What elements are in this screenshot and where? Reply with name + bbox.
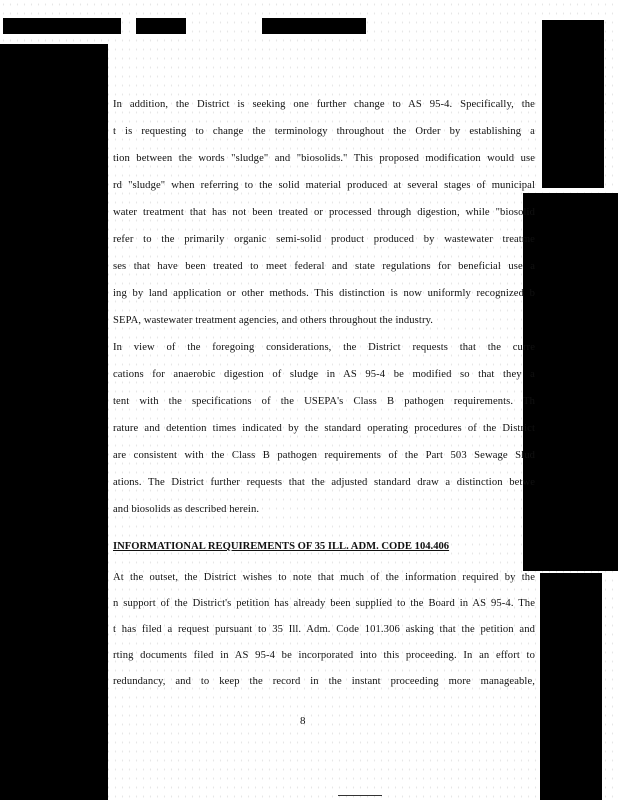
redaction-bar-top-3 (262, 18, 366, 34)
paragraph-1-line-2: t is requesting to change the terminology throughout the Order by establishing a (113, 126, 535, 137)
paragraph-3-line-5: redundancy, and to keep the record in the instant proceeding more manageable, (113, 676, 535, 687)
paragraph-1-line-7: ses that have been treated to meet federal and state regulations for beneficial use a (113, 261, 535, 272)
paragraph-3-line-1: At the outset, the District wishes to note that much of the information required by the (113, 572, 535, 583)
paragraph-1-line-1: In addition, the District is seeking one further change to AS 95-4. Specifically, the (113, 99, 535, 110)
section-heading: INFORMATIONAL REQUIREMENTS OF 35 ILL. ADM. CODE 104.406 (113, 541, 450, 552)
redaction-bar-right-top (542, 20, 604, 188)
paragraph-1-line-8: ing by land application or other methods. This distinction is now uniformly recognized b (113, 288, 535, 299)
paragraph-1-line-5: water treatment that has not been treated or processed through digestion, while "biosolid (113, 207, 535, 218)
page-number: 8 (300, 715, 306, 727)
paragraph-3-line-2: n support of the District's petition has already been supplied to the Board in AS 95-4. The (113, 598, 535, 609)
paragraph-2-line-6: ations. The District further requests that the adjusted standard draw a distinction betwe (113, 477, 535, 488)
paragraph-3-line-4: rting documents filed in AS 95-4 be incorporated into this proceeding. In an effort to (113, 650, 535, 661)
redaction-bar-left-margin (0, 44, 108, 800)
footer-rule (338, 795, 382, 796)
paragraph-1-line-6: refer to the primarily organic semi-solid product produced by wastewater treatme (113, 234, 535, 245)
redaction-bar-right-middle (523, 193, 618, 571)
redaction-bar-right-bottom (540, 573, 602, 800)
paragraph-2-line-4: rature and detention times indicated by the standard operating procedures of the District (113, 423, 535, 434)
paragraph-1-line-9: SEPA, wastewater treatment agencies, and others throughout the industry. (113, 315, 434, 326)
paragraph-1-line-3: tion between the words "sludge" and "biosolids." This proposed modification would use (113, 153, 535, 164)
paragraph-2-line-5: are consistent with the Class B pathogen requirements of the Part 503 Sewage Slud (113, 450, 535, 461)
paragraph-3-line-3: t has filed a request pursuant to 35 Ill. Adm. Code 101.306 asking that the petition and (113, 624, 535, 635)
paragraph-2-line-1: In view of the foregoing considerations, the District requests that the curre (113, 342, 535, 353)
paragraph-2-line-3: tent with the specifications of the USEPA's Class B pathogen requirements. Th (113, 396, 535, 407)
redaction-bar-top-2 (136, 18, 186, 34)
redaction-bar-top-1 (3, 18, 121, 34)
paragraph-2-line-2: cations for anaerobic digestion of sludge in AS 95-4 be modified so that they a (113, 369, 535, 380)
paragraph-1-line-4: rd "sludge" when referring to the solid material produced at several stages of municipal (113, 180, 535, 191)
paragraph-2-line-7: and biosolids as described herein. (113, 504, 260, 515)
